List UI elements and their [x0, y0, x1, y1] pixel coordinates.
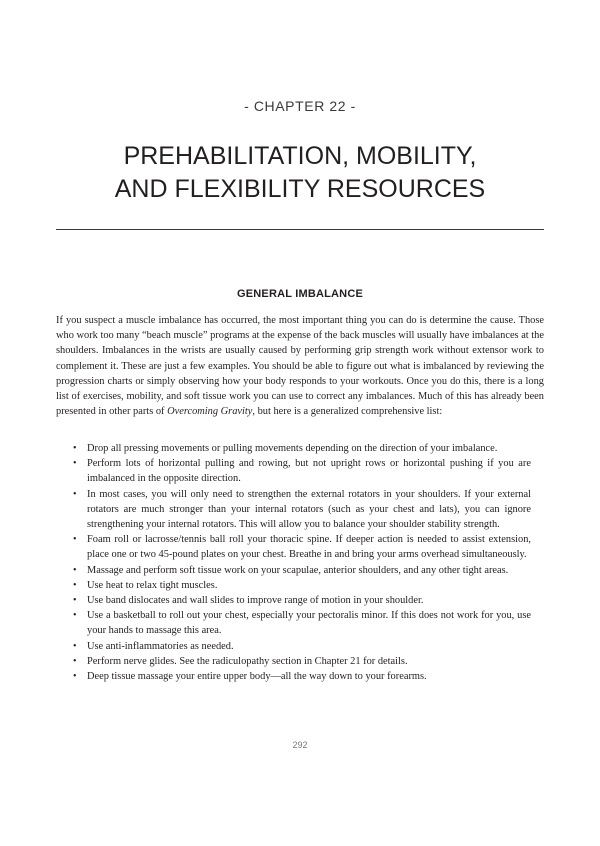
bullet-icon: •: [73, 534, 77, 546]
list-item-text: Massage and perform soft tissue work on your scapulae, anterior shoulders, and any other tight areas.: [87, 564, 509, 576]
chapter-label: - CHAPTER 22 -: [244, 98, 356, 114]
list-item-text: Use heat to relax tight muscles.: [87, 579, 218, 591]
imbalance-bullet-list: [56, 441, 531, 684]
chapter-title-line-2: AND FLEXIBILITY RESOURCES: [114, 175, 486, 203]
list-item-text: Deep tissue massage your entire upper body—all the way down to your forearms.: [87, 671, 427, 683]
list-item: [56, 654, 531, 669]
bullet-icon: •: [73, 579, 77, 591]
bullet-icon: •: [73, 458, 77, 470]
list-item: [56, 441, 531, 456]
list-item-text: Use band dislocates and wall slides to improve range of motion in your shoulder.: [87, 595, 424, 607]
list-item-text: Foam roll or lacrosse/tennis ball roll your thoracic spine. If deeper action is needed to assist extension, place one or two 45-pound plates on your chest. Breathe in and bring your arms overhead simultaneously.: [87, 534, 531, 561]
list-item-text: Use a basketball to roll out your chest, especially your pectoralis minor. If this does not work for you, use your hands to massage this area.: [87, 610, 531, 637]
list-item: [56, 456, 531, 486]
bullet-icon: •: [73, 595, 77, 607]
list-item: [56, 669, 531, 684]
bullet-icon: •: [73, 564, 77, 576]
chapter-title-line-1: PREHABILITATION, MOBILITY,: [123, 142, 477, 170]
section-heading: GENERAL IMBALANCE: [236, 288, 364, 300]
list-item: [56, 578, 531, 593]
list-item: [56, 532, 531, 562]
list-item: [56, 639, 531, 654]
list-item-text: Use anti-inflammatories as needed.: [87, 640, 234, 652]
list-item: [56, 593, 531, 608]
list-item: [56, 487, 531, 533]
list-item-text: Perform nerve glides. See the radiculopathy section in Chapter 21 for details.: [87, 655, 408, 667]
list-item-text: Perform lots of horizontal pulling and rowing, but not upright rows or horizontal pushing if you are imbalanced in the opposite direction.: [87, 458, 531, 485]
chapter-title: [0, 140, 600, 206]
title-divider: [56, 229, 544, 230]
page-number: 292: [292, 740, 308, 750]
list-item-text: Drop all pressing movements or pulling movements depending on the direction of your imbalance.: [87, 443, 498, 454]
list-item-text: In most cases, you will only need to strengthen the external rotators in your shoulders. If your external rotators are much stronger than your internal rotators (such as your chest and lats), you can ignore strengthening your internal rotators. This will allow you to balance your shoulder stability strength.: [87, 488, 531, 531]
bullet-icon: •: [73, 671, 77, 683]
bullet-icon: •: [73, 655, 77, 667]
bullet-icon: •: [73, 443, 77, 454]
book-title-italic: Overcoming Gravity: [167, 406, 253, 418]
bullet-icon: •: [73, 610, 77, 622]
list-item: [56, 563, 531, 578]
intro-text-after-italic: , but here is a generalized comprehensive list:: [252, 406, 443, 418]
bullet-icon: •: [73, 640, 77, 652]
intro-paragraph: [56, 313, 544, 419]
bullet-icon: •: [73, 488, 77, 500]
list-item: [56, 608, 531, 638]
intro-text-before-italic: If you suspect a muscle imbalance has occurred, the most important thing you can do is determine the cause. Those who work too many “beach muscle” programs at the expense of the back muscles will usually have imbalances at the shoulders. Imbalances in the wrists are usually caused by performing grip strength work without extensor work to complement it. These are just a few examples. You should be able to figure out what is imbalanced by reviewing the progression charts or simply observing how your body responds to your workouts. Once you do this, there is a long list of exercises, mobility, and soft tissue work you can use to correct any imbalances. Much of this has already been presented in other parts of: [56, 315, 544, 418]
